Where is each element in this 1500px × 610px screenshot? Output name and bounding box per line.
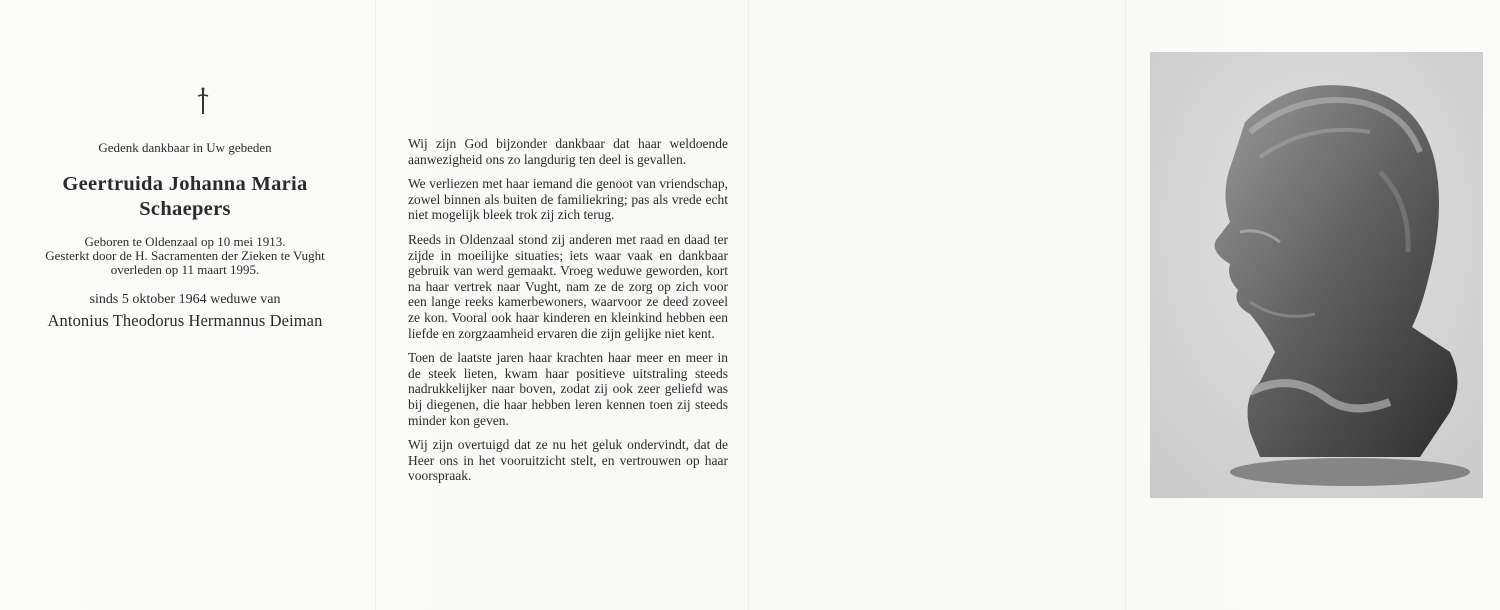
fold-line <box>375 0 376 610</box>
paragraph: Wij zijn overtuigd dat ze nu het geluk ondervindt, dat de Heer ons in het vooruitzicht stelt, en vertrouwen op haar voorspraak. <box>408 437 728 484</box>
life-dates <box>20 235 350 277</box>
fold-line <box>748 0 749 610</box>
husband-name: Antonius Theodorus Hermannus Deiman <box>47 311 323 330</box>
tribute-text <box>408 136 728 493</box>
birth-line: Geboren te Oldenzaal op 10 mei 1913. <box>84 234 286 249</box>
paragraph: Toen de laatste jaren haar krachten haar meer en meer in de steek lieten, kwam haar positieve uitstraling steeds nadrukkelijker naar boven, zodat zij ook zeer geliefd was bij diegenen, die haar hebben leren kennen toen zij steeds minder kon geven. <box>408 350 728 428</box>
death-line: overleden op 11 maart 1995. <box>110 262 260 277</box>
deceased-name <box>20 172 350 222</box>
bust-portrait-photo <box>1150 52 1483 498</box>
widow-since: sinds 5 oktober 1964 weduwe van <box>89 292 281 307</box>
cross-icon <box>195 86 211 116</box>
paragraph: Reeds in Oldenzaal stond zij anderen met raad en daad ter zijde in moeilijke situaties; iets waar vaak en dankbaar gebruik van werd gemaakt. Vroeg weduwe geworden, kort na haar vertrek naar Vught, nam ze de zorg op zich voor een lange reeks kamerbewoners, waarvoor ze deed zoveel ze kon. Vooral ook haar kinderen en kleinkind hebben een liefde en zorgzaamheid ervaren die zijn gelijke niet kent. <box>408 231 728 341</box>
paragraph: Wij zijn God bijzonder dankbaar dat haar weldoende aanwezigheid ons zo langdurig ten deel is gevallen. <box>408 136 728 167</box>
prayer-request: Gedenk dankbaar in Uw gebeden <box>98 140 272 155</box>
name-line-2: Schaepers <box>139 198 231 220</box>
sacrament-line: Gesterkt door de H. Sacramenten der Zieken te Vught <box>45 248 325 263</box>
name-line-1: Geertruida Johanna Maria <box>62 173 308 195</box>
paragraph: We verliezen met haar iemand die genoot van vriendschap, zowel binnen als buiten de familiekring; pas als vrede echt niet mogelijk bleek trok zij zich terug. <box>408 176 728 223</box>
fold-line <box>1125 0 1126 610</box>
